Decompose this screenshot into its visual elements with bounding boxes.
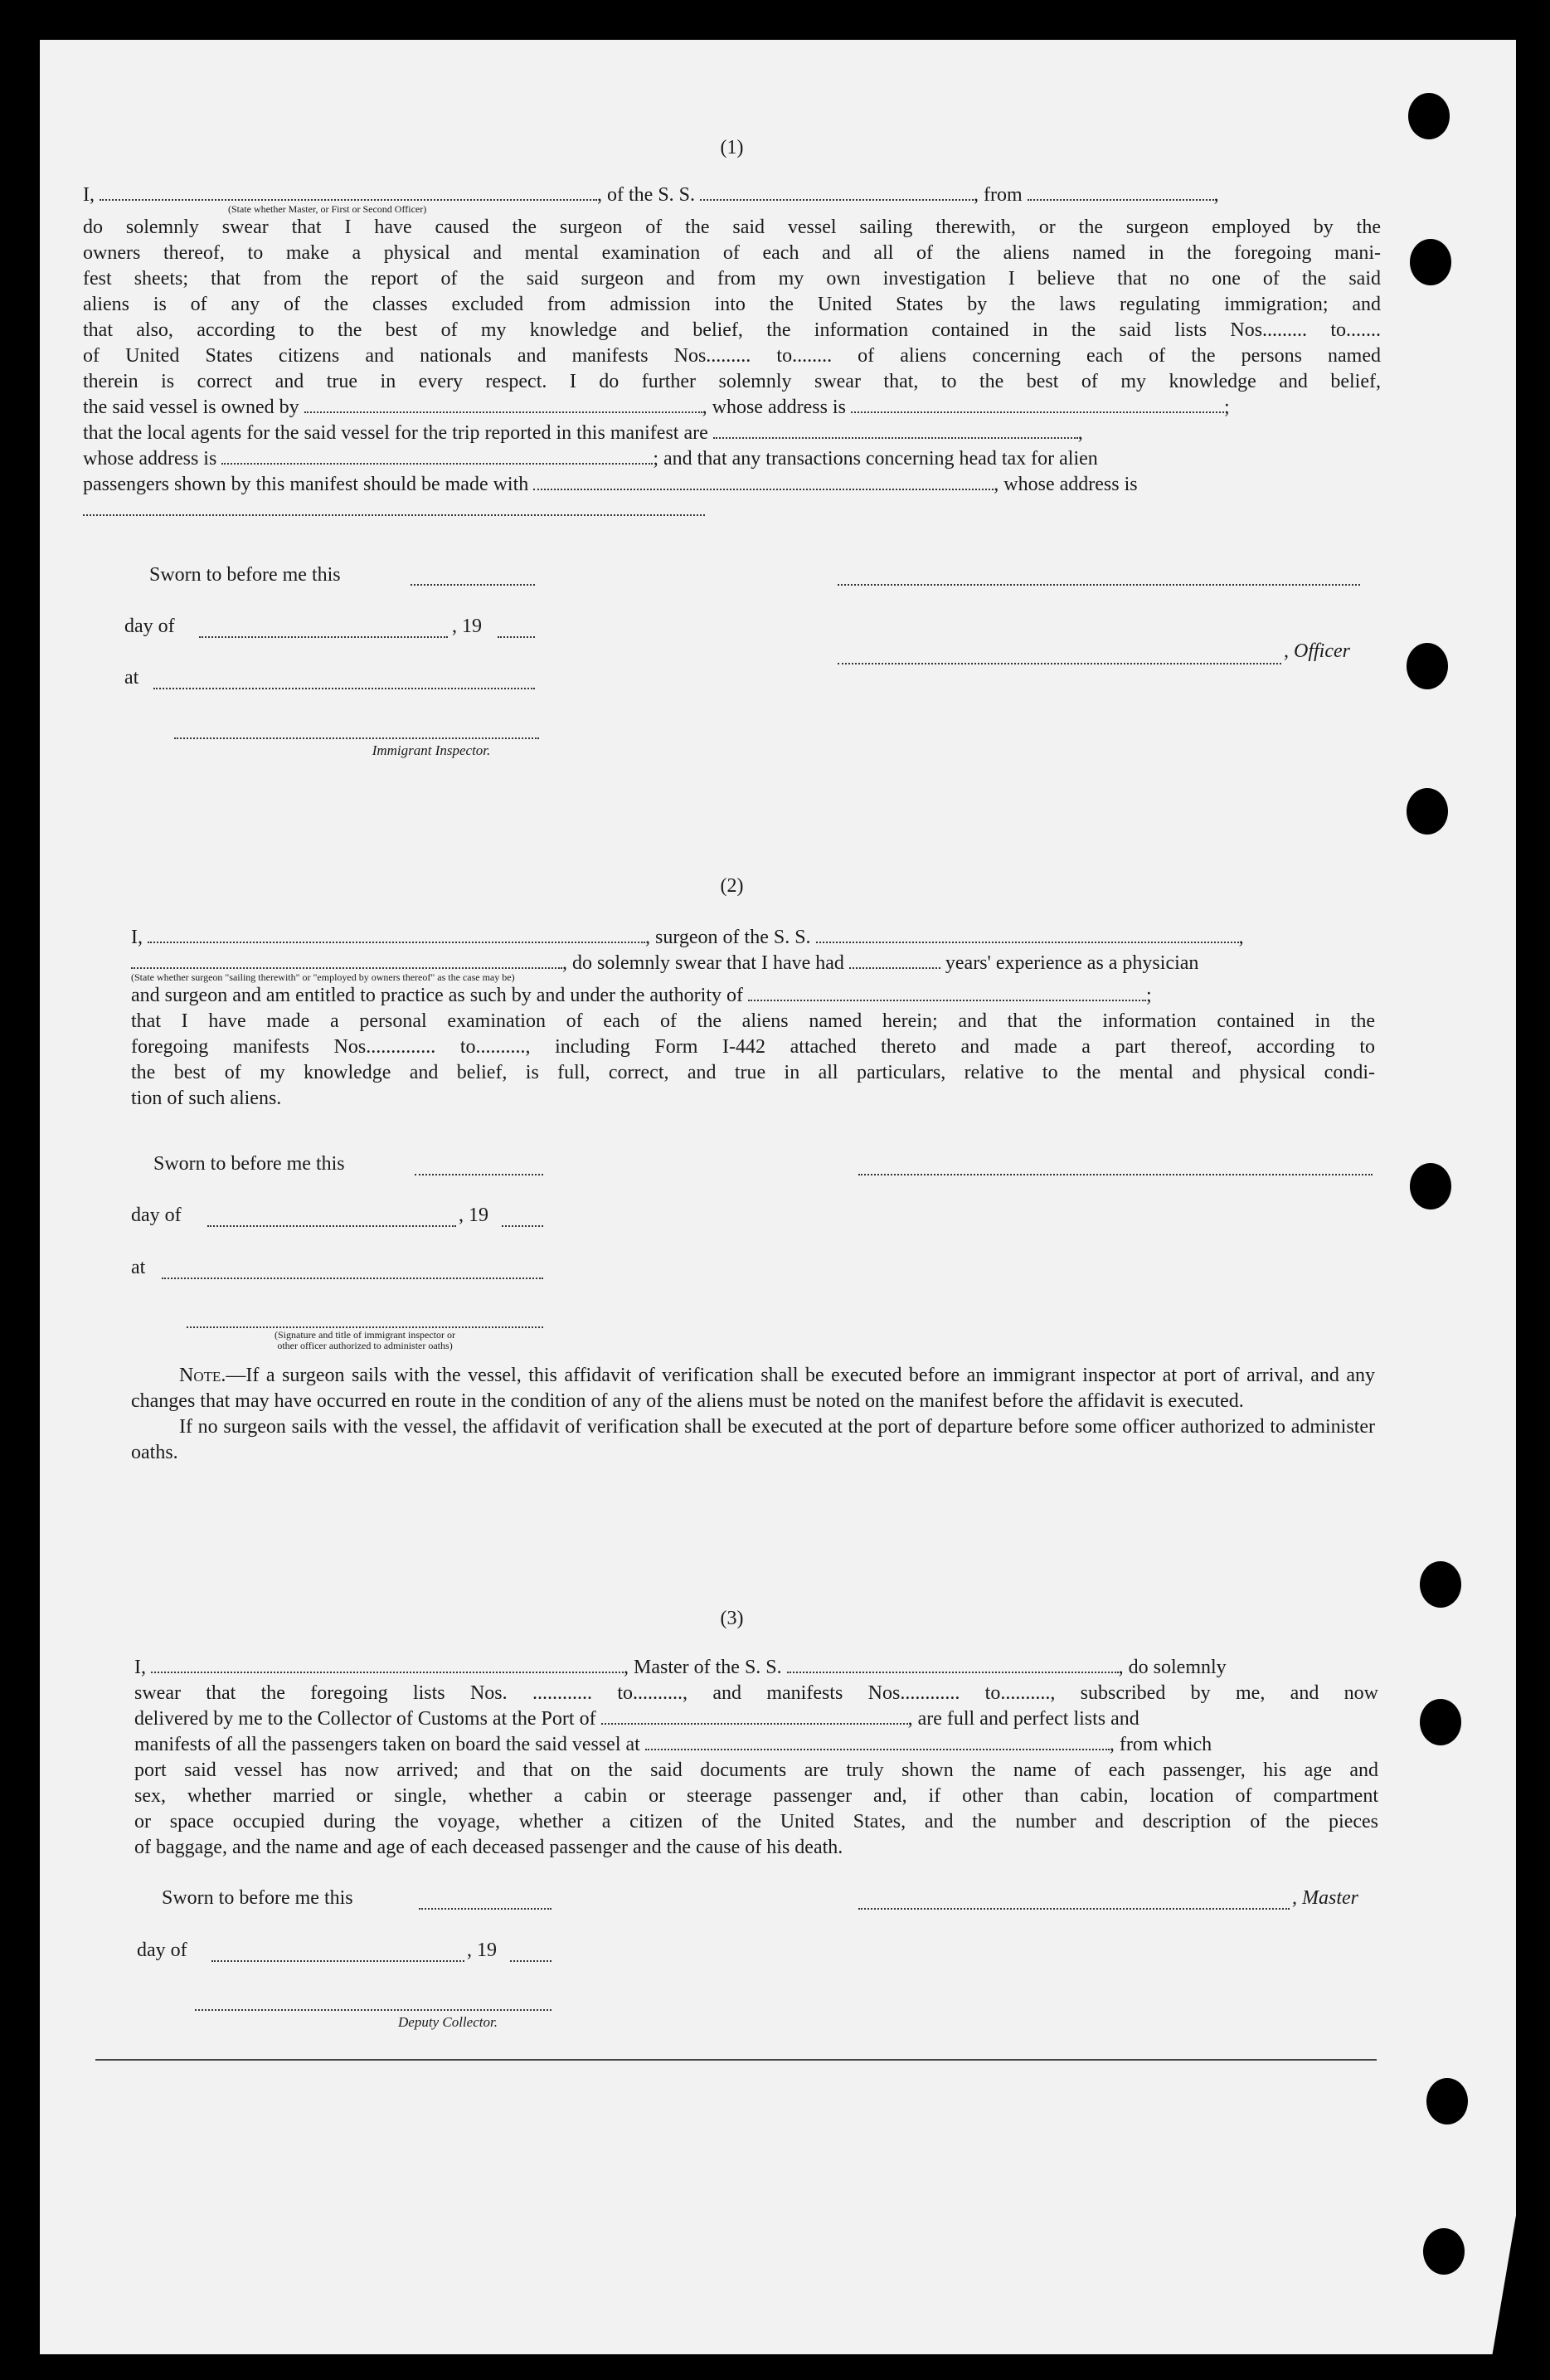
inspector-signature-field[interactable] [187,1325,543,1328]
ship-name-field[interactable] [700,184,974,201]
owner-address-field[interactable] [851,397,1224,413]
punch-hole [1410,239,1451,285]
day-of-label: day of [124,616,175,637]
month-field[interactable] [207,1224,456,1227]
at-place-field[interactable] [153,686,535,689]
section-number: (3) [720,1608,744,1629]
oath-header-line: I, , of the S. S. , from , [83,184,1219,206]
officer-name-field[interactable] [100,184,597,201]
day-of-label: day of [137,1940,187,1961]
year-field[interactable] [502,1224,543,1227]
year-label: , 19 [459,1205,488,1226]
master-name-field[interactable] [151,1657,624,1673]
owner-field[interactable] [304,397,702,413]
local-agents-field[interactable] [713,422,1078,439]
punch-hole [1420,1561,1461,1608]
contact-address-field[interactable] [83,499,705,516]
punch-hole [1407,788,1448,835]
agent-address-field[interactable] [221,448,653,465]
sworn-date-field[interactable] [411,582,535,586]
inspector-caption: Immigrant Inspector. [372,742,491,758]
from-port-field[interactable] [1028,184,1214,201]
year-label: , 19 [452,616,482,637]
affidavit-master-final: I, , Master of the S. S. , do solemnly swear that the foregoing lists Nos. ............ to.........., and manifests Nos............ to.........., subscribed by me, and now delivered by me to the Collector of Customs at the Port of , are full and perfect lists and manifests of all the passengers taken on board the said vessel at , from which port said vessel has now arrived; and that on the said documents are truly shown the name of each passenger, his age and sex, whether married or single, whether a cabin or steerage passenger and, if other than cabin, location of compartment or space occupied during the voyage, whether a citizen of the United States, and the number and description of the pieces of baggage, and the name and age of each deceased passenger and the cause of his death. [134,1657,1378,1858]
hint-text: (State whether Master, or First or Second Officer) [228,203,427,215]
affidavit-surgeon: I, , surgeon of the S. S. , , do solemnly swear that I have had years' experience as a physician (State whether surgeon "sailing therewith" or "employed by owners thereof" as the case may be) and surgeon and am entitled to practice as such by and under the authority of ; that I have made a personal examination of each of the aliens named herein; and that the information contained in the foregoing manifests Nos.............. to.........., including Form I-442 attached thereto and made a part thereof, according to the best of my knowledge and belief, is full, correct, and true in all particulars, relative to the mental and physical condi- tion of such aliens. [131,927,1375,1109]
note-block: Note.—If a surgeon sails with the vessel, this affidavit of verification shall be executed before an immigrant inspector at port of arrival, and any changes that may have occurred en route in the condition of any of the aliens must be noted on the manifest before the affidavit is executed. If no surgeon sails with the vessel, the affidavit of verification shall be executed at the port of departure before some officer authorized to administer oaths. [131,1365,1375,1463]
boarding-port-field[interactable] [645,1734,1110,1750]
punch-hole [1408,93,1450,139]
signature-caption: (Signature and title of immigrant inspector or other officer authorized to administer oaths) [275,1329,455,1351]
officer-signature-field[interactable] [838,582,1360,586]
at-place-field[interactable] [162,1276,543,1279]
master-label: , Master [1292,1887,1358,1909]
surgeon-ship-field[interactable] [816,927,1239,943]
year-field[interactable] [510,1959,551,1962]
punch-hole [1410,1163,1451,1209]
hint-text: (State whether surgeon "sailing therewith" or "employed by owners thereof" as the case may be) [131,971,515,983]
punch-hole [1426,2078,1468,2124]
sworn-date-field[interactable] [415,1172,543,1175]
officer-title-field[interactable] [838,661,1281,664]
sworn-label: Sworn to before me this [153,1153,345,1175]
sworn-date-field[interactable] [419,1906,551,1910]
years-experience-field[interactable] [849,952,940,969]
affidavit-master: I, , of the S. S. , from , (State whether Master, or First or Second Officer) do solemnly swear that I have caused the surgeon of the said vessel sailing therewith, or the surgeon employed by the owners thereof, to make a physical and mental examination of each and all of the aliens named in the foregoing mani- fest sheets; that from the report of the said surgeon and from my own investigation I believe that no one of the said aliens is of any of the classes excluded from admission into the United States by the laws regulating immigration; and that also, according to the best of my knowledge and belief, the information contained in the said lists Nos......... to....... of United States citizens and nationals and manifests Nos......... to........ of aliens concerning each of the persons named therein is correct and true in every respect. I do further solemnly swear that, to the best of my knowledge and belief, the said vessel is owned by , whose address is ; that the local agents for the said vessel for the trip reported in this manifest are , whose address is ; and that any transactions concerning head tax for alien passengers shown by this manifest should be made with , whose address is [83,183,1381,523]
surgeon-name-field[interactable] [148,927,645,943]
at-label: at [131,1257,146,1278]
master-signature-field[interactable] [858,1906,1290,1910]
note-label: Note. [179,1365,226,1386]
inspector-signature-field[interactable] [174,736,539,739]
section-number: (1) [720,137,744,158]
master-ship-field[interactable] [787,1657,1119,1673]
day-of-label: day of [131,1205,182,1226]
year-label: , 19 [467,1940,497,1961]
surgeon-signature-field[interactable] [858,1172,1373,1175]
punch-hole [1423,2228,1465,2275]
port-field[interactable] [601,1708,908,1725]
punch-hole [1420,1699,1461,1745]
deputy-signature-field[interactable] [195,2008,551,2011]
authority-field[interactable] [748,985,1146,1001]
month-field[interactable] [199,635,448,638]
at-label: at [124,667,139,689]
deputy-caption: Deputy Collector. [398,2014,498,2030]
officer-label: , Officer [1284,640,1350,662]
sworn-label: Sworn to before me this [162,1887,353,1909]
section-number: (2) [720,875,744,897]
punch-hole [1407,643,1448,689]
surgeon-status-field[interactable] [131,952,562,969]
head-tax-contact-field[interactable] [533,474,994,490]
month-field[interactable] [211,1959,464,1962]
bottom-divider [95,2059,1377,2061]
sworn-label: Sworn to before me this [149,564,341,586]
year-field[interactable] [498,635,535,638]
